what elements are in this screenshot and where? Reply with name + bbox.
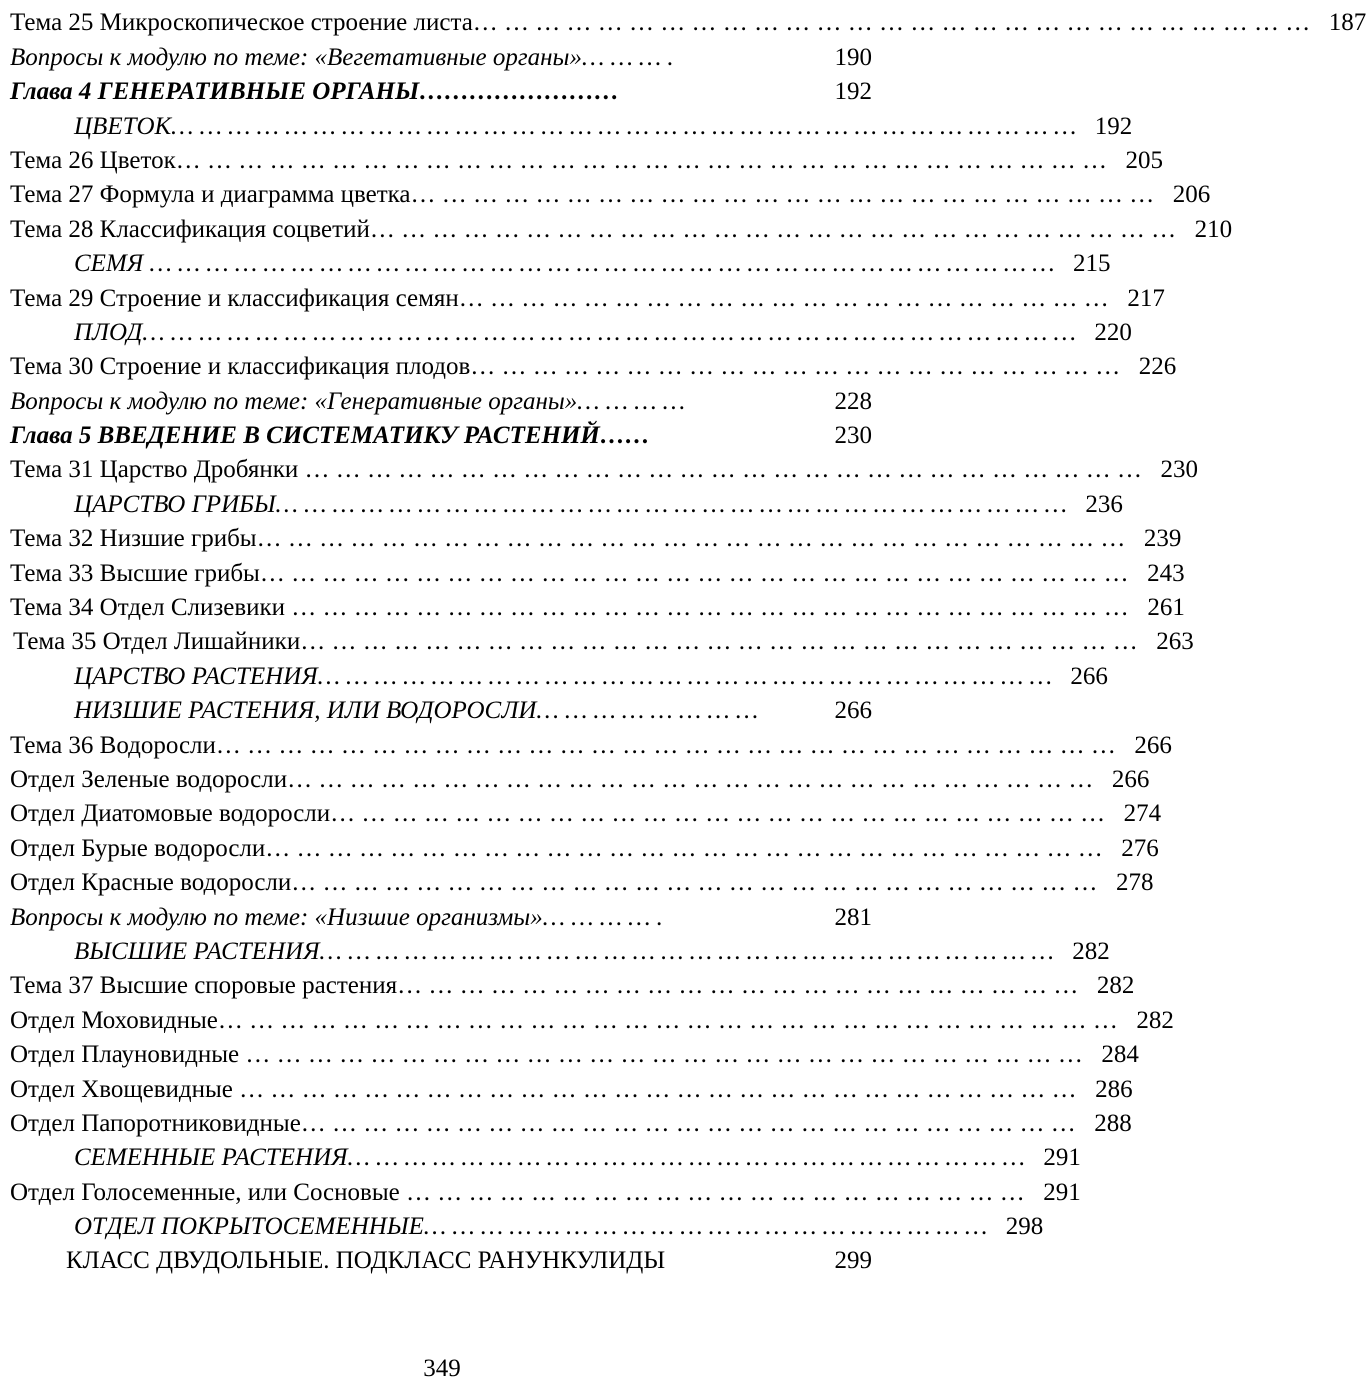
toc-entry-title: Вопросы к модулю по теме: «Вегетативные органы»… … … . xyxy=(10,43,674,71)
toc-entry-title: Тема 30 Строение и классификация плодов… … … … … … … … … … … … … … … … … … … … … xyxy=(10,353,1121,381)
toc-entry-page: 282 xyxy=(1072,937,1110,965)
toc-entry-page: 266 xyxy=(1111,765,1150,793)
toc-entry xyxy=(10,107,1133,141)
toc-entry-page: 286 xyxy=(1095,1075,1133,1103)
toc-entry xyxy=(10,485,1123,519)
toc-entry xyxy=(10,589,1185,623)
toc-entry-page: 187 xyxy=(1328,9,1366,37)
toc-entry-page: 230 xyxy=(834,422,872,450)
toc-entry-title: Тема 29 Строение и классификация семян… … … … … … … … … … … … … … … … … … … … … xyxy=(10,284,1109,312)
toc-entry-title: Тема 33 Высшие грибы… … … … … … … … … … … … … … … … … … … … … … … … … … … … xyxy=(10,559,1129,587)
toc-entry-title: Тема 34 Отдел Слизевики … … … … … … … … … … … … … … … … … … … … … … … … … … … xyxy=(10,594,1129,622)
toc-entry-title: Вопросы к модулю по теме: «Генеративные органы»… … … … xyxy=(10,387,685,415)
toc-entry xyxy=(10,1208,1044,1242)
toc-entry-page: 263 xyxy=(1156,628,1194,656)
table-of-contents xyxy=(10,4,1366,1276)
toc-entry-title: Тема 36 Водоросли… … … … … … … … … … … … … … … … … … … … … … … … … … … … … xyxy=(10,731,1116,759)
toc-entry xyxy=(10,73,872,107)
toc-entry xyxy=(10,933,1110,967)
toc-entry-title: КЛАСС ДВУДОЛЬНЫЕ. ПОДКЛАСС РАНУНКУЛИДЫ xyxy=(66,1247,666,1275)
toc-entry xyxy=(10,864,1154,898)
toc-entry xyxy=(10,761,1150,795)
toc-entry-page: 230 xyxy=(1160,456,1199,484)
toc-entry-title: Отдел Хвощевидные … … … … … … … … … … … … … … … … … … … … … … … … … … … xyxy=(10,1075,1077,1103)
toc-entry xyxy=(10,176,1211,210)
toc-entry xyxy=(10,1001,1174,1035)
toc-entry-title: ЦАРСТВО РАСТЕНИЯ… … … … … … … … … … … … … … … … … … … … … … … … … … xyxy=(74,662,1052,690)
toc-entry-page: 261 xyxy=(1147,594,1185,622)
toc-entry-title: ЦАРСТВО ГРИБЫ… … … … … … … … … … … … … … … … … … … … … … … … … … … … xyxy=(74,490,1067,518)
toc-entry-title: Тема 35 Отдел Лишайники… … … … … … … … … … … … … … … … … … … … … … … … … … … xyxy=(13,628,1138,656)
toc-entry-page: 192 xyxy=(1094,112,1133,140)
toc-entry-title: ОТДЕЛ ПОКРЫТОСЕМЕННЫЕ… … … … … … … … … … … … … … … … … … … … xyxy=(74,1213,988,1241)
toc-entry xyxy=(10,38,872,72)
toc-entry xyxy=(10,795,1162,829)
toc-entry-page: 274 xyxy=(1123,800,1162,828)
page-number: 349 xyxy=(423,1355,461,1382)
toc-entry-title: Отдел Моховидные… … … … … … … … … … … … … … … … … … … … … … … … … … … … … xyxy=(10,1006,1118,1034)
toc-entry-page: 192 xyxy=(834,78,872,106)
toc-entry-title: Глава 5 ВВЕДЕНИЕ В СИСТЕМАТИКУ РАСТЕНИЙ…… xyxy=(10,422,650,450)
toc-entry-title: Отдел Плауновидные … … … … … … … … … … … … … … … … … … … … … … … … … … … xyxy=(10,1041,1083,1069)
toc-entry-page: 299 xyxy=(834,1247,872,1275)
toc-entry-page: 276 xyxy=(1121,834,1159,862)
toc-entry-title: ВЫСШИЕ РАСТЕНИЯ… … … … … … … … … … … … … … … … … … … … … … … … … … xyxy=(74,937,1054,965)
toc-entry-page: 282 xyxy=(1096,972,1135,1000)
toc-entry-page: 217 xyxy=(1127,284,1165,312)
toc-entry xyxy=(10,967,1135,1001)
toc-entry-title: Отдел Папоротниковидные… … … … … … … … … … … … … … … … … … … … … … … … … xyxy=(10,1109,1076,1137)
toc-entry-page: 236 xyxy=(1085,490,1123,518)
toc-entry-page: 298 xyxy=(1005,1213,1044,1241)
toc-entry-title: Глава 4 ГЕНЕРАТИВНЫЕ ОРГАНЫ…………………… xyxy=(10,78,620,106)
toc-entry-title: Отдел Бурые водоросли… … … … … … … … … … … … … … … … … … … … … … … … … … … xyxy=(10,834,1103,862)
toc-entry xyxy=(10,829,1159,863)
toc-entry-title: НИЗШИЕ РАСТЕНИЯ, ИЛИ ВОДОРОСЛИ… … … … … … … … xyxy=(74,697,759,725)
toc-entry xyxy=(10,657,1108,691)
toc-entry-page: 281 xyxy=(834,903,872,931)
toc-entry-page: 220 xyxy=(1094,318,1132,346)
toc-entry xyxy=(10,279,1165,313)
toc-entry-page: 291 xyxy=(1043,1144,1081,1172)
toc-entry-page: 190 xyxy=(834,43,872,71)
toc-entry xyxy=(10,898,872,932)
toc-entry-page: 291 xyxy=(1043,1178,1081,1206)
toc-entry-title: Тема 25 Микроскопическое строение листа… … … … … … … … … … … … … … … … … … … … … … … … … … … xyxy=(10,9,1311,37)
toc-entry xyxy=(10,245,1111,279)
toc-entry-page: 215 xyxy=(1073,250,1111,278)
toc-entry-title: Отдел Зеленые водоросли… … … … … … … … … … … … … … … … … … … … … … … … … … xyxy=(10,765,1094,793)
toc-entry xyxy=(10,554,1185,588)
toc-entry xyxy=(10,4,1366,38)
toc-entry-title: СЕМЕННЫЕ РАСТЕНИЯ… … … … … … … … … … … … … … … … … … … … … … … … xyxy=(74,1144,1025,1172)
toc-entry-title: Отдел Красные водоросли… … … … … … … … … … … … … … … … … … … … … … … … … … xyxy=(10,869,1098,897)
toc-entry-page: 282 xyxy=(1136,1006,1174,1034)
toc-entry xyxy=(10,382,872,416)
toc-entry-title: Тема 26 Цветок… … … … … … … … … … … … … … … … … … … … … … … … … … … … … … xyxy=(10,146,1107,174)
toc-entry-page: 206 xyxy=(1172,181,1211,209)
toc-entry-title: Вопросы к модулю по теме: «Низшие организмы»… … … … . xyxy=(10,903,663,931)
toc-entry xyxy=(10,451,1199,485)
toc-entry-page: 210 xyxy=(1194,215,1233,243)
toc-entry xyxy=(10,314,1132,348)
toc-entry xyxy=(10,692,872,726)
toc-entry-page: 239 xyxy=(1143,525,1182,553)
toc-entry-page: 266 xyxy=(1070,662,1108,690)
toc-entry-page: 243 xyxy=(1147,559,1185,587)
toc-entry-page: 266 xyxy=(834,697,872,725)
toc-entry xyxy=(10,417,872,451)
toc-entry-page: 226 xyxy=(1138,353,1177,381)
toc-entry xyxy=(10,520,1182,554)
toc-entry xyxy=(10,1036,1139,1070)
toc-entry-title: Отдел Голосеменные, или Сосновые … … … … … … … … … … … … … … … … … … … … xyxy=(10,1178,1025,1206)
toc-entry-title: Тема 31 Царство Дробянки … … … … … … … … … … … … … … … … … … … … … … … … … … … xyxy=(10,456,1143,484)
toc-entry xyxy=(10,210,1233,244)
toc-entry-title: Тема 27 Формула и диаграмма цветка… … … … … … … … … … … … … … … … … … … … … … … … xyxy=(10,181,1155,209)
toc-entry-title: ПЛОД… … … … … … … … … … … … … … … … … … … … … … … … … … … … … … … … … xyxy=(74,318,1076,346)
toc-entry-page: 284 xyxy=(1101,1041,1139,1069)
toc-entry xyxy=(10,1070,1133,1104)
toc-entry xyxy=(10,348,1177,382)
toc-entry-page: 205 xyxy=(1125,146,1163,174)
toc-entry xyxy=(10,142,1163,176)
toc-entry-page: 266 xyxy=(1134,731,1172,759)
toc-entry xyxy=(10,1105,1132,1139)
toc-entry-page: 278 xyxy=(1116,869,1154,897)
toc-entry-title: Отдел Диатомовые водоросли… … … … … … … … … … … … … … … … … … … … … … … … … xyxy=(10,800,1106,828)
toc-entry xyxy=(10,1242,872,1276)
toc-entry-title: Тема 32 Низшие грибы… … … … … … … … … … … … … … … … … … … … … … … … … … … … xyxy=(10,525,1126,553)
toc-entry-title: Тема 28 Классификация соцветий… … … … … … … … … … … … … … … … … … … … … … … … … … xyxy=(10,215,1177,243)
toc-entry-page: 288 xyxy=(1094,1109,1132,1137)
toc-entry-title: ЦВЕТОК… … … … … … … … … … … … … … … … … … … … … … … … … … … … … … … … xyxy=(74,112,1077,140)
toc-entry-page: 228 xyxy=(834,387,872,415)
toc-entry-title: СЕМЯ … … … … … … … … … … … … … … … … … … … … … … … … … … … … … … … … xyxy=(74,250,1055,278)
toc-entry-title: Тема 37 Высшие споровые растения… … … … … … … … … … … … … … … … … … … … … … xyxy=(10,972,1079,1000)
toc-entry xyxy=(10,1139,1081,1173)
toc-entry xyxy=(10,623,1194,657)
toc-entry xyxy=(10,1173,1081,1207)
toc-entry xyxy=(10,726,1172,760)
